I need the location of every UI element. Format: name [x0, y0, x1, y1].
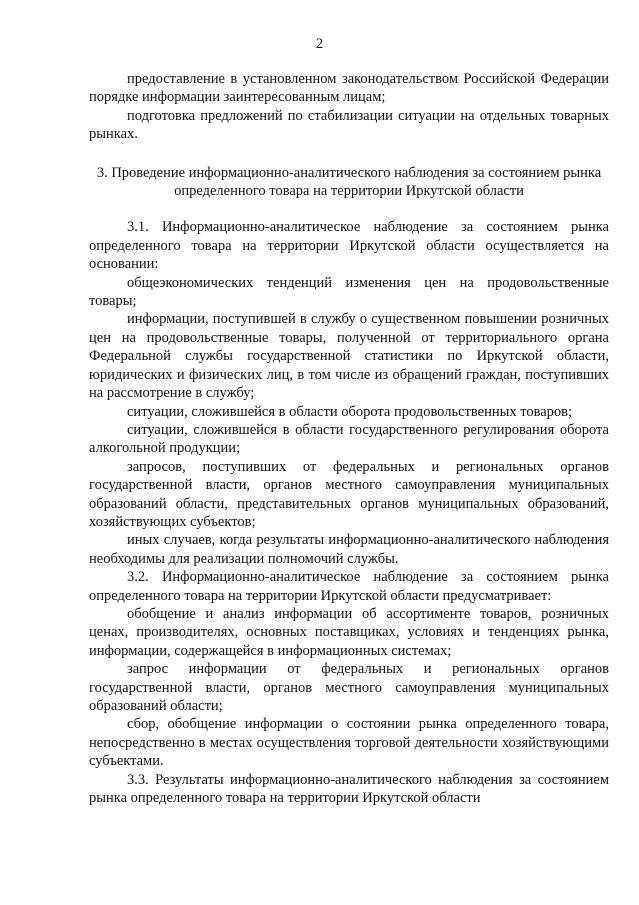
paragraph: 3.1. Информационно-аналитическое наблюдение за состоянием рынка определенного товара на территории Иркутской области осуществляется на основании:	[89, 219, 609, 273]
paragraph: предоставление в установленном законодательством Российской Федерации порядке информации заинтересованным лицам;	[89, 71, 609, 106]
paragraph: запросов, поступивших от федеральных и региональных органов государственной власти, органов местного самоуправления муниципальных образований области, представительных органов муниципальных образований, хозяйствующих субъектов;	[89, 458, 609, 530]
paragraph: иных случаев, когда результаты информационно-аналитического наблюдения необходимы для реализации полномочий службы.	[89, 532, 609, 567]
document-body	[89, 70, 609, 807]
paragraph: общеэкономических тенденций изменения цен на продовольственные товары;	[89, 274, 609, 310]
paragraph: 3.2. Информационно-аналитическое наблюдение за состоянием рынка определенного товара на территории Иркутской области предусматривает:	[89, 569, 609, 604]
paragraph: запрос информации от федеральных и региональных органов государственной власти, органов местного самоуправления муниципальных образований области;	[89, 661, 609, 714]
paragraph: ситуации, сложившейся в области государственного регулирования оборота алкогольной продукции;	[89, 421, 609, 457]
paragraph: информации, поступившей в службу о существенном повышении розничных цен на продовольственные товары, полученной от территориального органа Федеральной службы государственной статистики по Иркутской области, юридических и физических лиц, в том числе из обращений граждан, поступивших на рассмотрение в службу;	[89, 311, 609, 402]
paragraph: сбор, обобщение информации о состоянии рынка определенного товара, непосредственно в местах осуществления торговой деятельности хозяйствующими субъектами.	[89, 716, 609, 770]
page-number: 2	[315, 36, 324, 52]
section-heading: 3. Проведение информационно-аналитического наблюдения за состоянием рынка определенного товара на территории Иркутской области	[96, 164, 602, 200]
paragraph: подготовка предложений по стабилизации ситуации на отдельных товарных рынках.	[89, 107, 609, 143]
paragraph: ситуации, сложившейся в области оборота продовольственных товаров;	[127, 403, 573, 420]
paragraph: обобщение и анализ информации об ассортименте товаров, розничных ценах, производителях, основных поставщиках, условиях и тенденциях рынка, информации, содержащейся в информационных системах;	[89, 605, 609, 659]
paragraph: 3.3. Результаты информационно-аналитического наблюдения за состоянием рынка определенного товара на территории Иркутской области	[89, 771, 609, 807]
